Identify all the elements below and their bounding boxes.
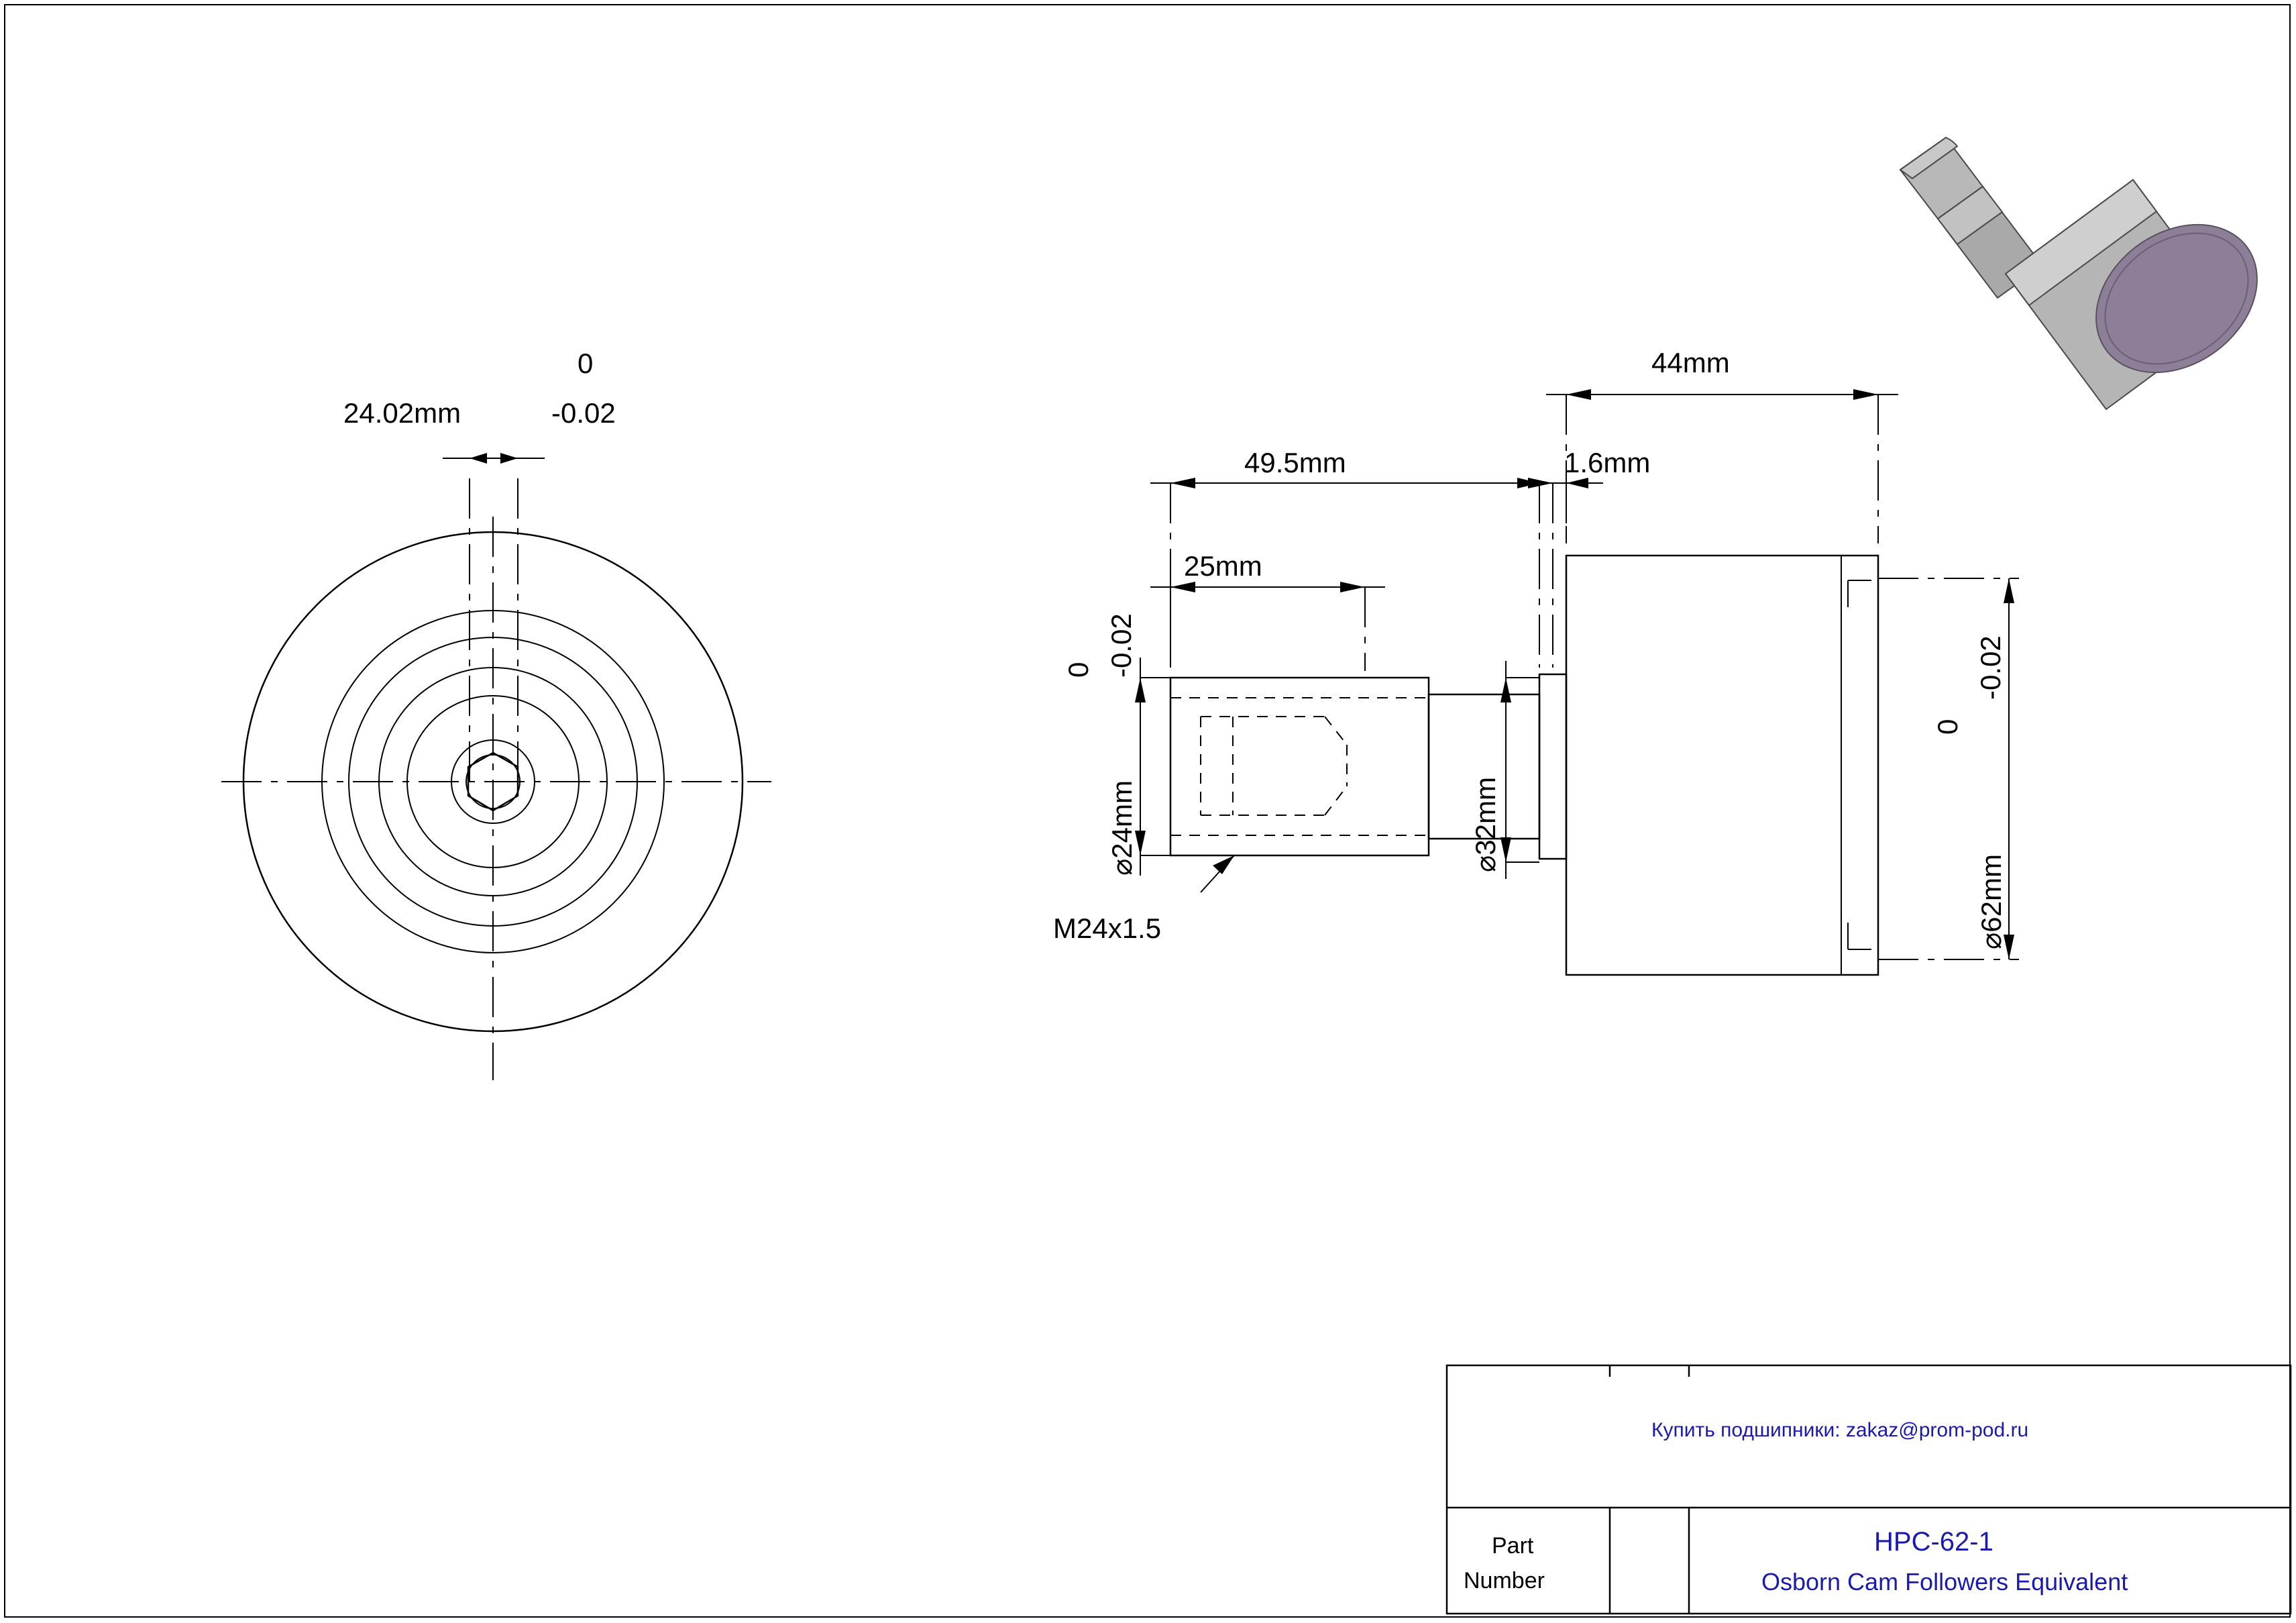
front-view-centerlines xyxy=(221,517,771,1080)
side-view-geometry xyxy=(1170,556,1878,975)
roller-diameter-value: 62mm xyxy=(1975,854,2007,933)
part-number-label-line2: Number xyxy=(1464,1568,1545,1593)
shoulder-diameter-value: 32mm xyxy=(1470,777,1501,855)
front-tolerance-top: 0 xyxy=(578,348,594,379)
contact-line: Купить подшипники: zakaz@prom-pod.ru xyxy=(1651,1419,2029,1441)
roller-diameter-label xyxy=(1975,854,2008,949)
dimension-25mm xyxy=(1150,582,1385,671)
dimension-1-6mm-label: 1.6mm xyxy=(1564,447,1651,478)
roller-tolerance-top: 0 xyxy=(1932,719,1963,735)
stud-diameter-value: 24mm xyxy=(1106,780,1138,859)
thread-callout-leader xyxy=(1201,855,1234,892)
front-dimension-label: 24.02mm xyxy=(343,397,461,429)
roller-tolerance-bottom: -0.02 xyxy=(1975,635,2006,700)
thread-callout-label: M24x1.5 xyxy=(1053,912,1162,944)
diameter-symbol-roller: ⌀ xyxy=(1975,932,2007,949)
dimension-25mm-label: 25mm xyxy=(1184,550,1262,582)
stud-diameter-label xyxy=(1105,780,1138,876)
front-tolerance-bottom: -0.02 xyxy=(551,397,616,429)
diameter-symbol-stud: ⌀ xyxy=(1106,858,1138,876)
dimension-49-5mm-label: 49.5mm xyxy=(1244,447,1346,478)
stud-tolerance-top: 0 xyxy=(1062,662,1094,678)
part-description: Osborn Cam Followers Equivalent xyxy=(1761,1568,2128,1595)
shoulder-diameter-label xyxy=(1469,777,1502,872)
isometric-view xyxy=(1900,138,2286,409)
stud-tolerance-bottom: -0.02 xyxy=(1105,613,1137,678)
dimension-24mm-diameter xyxy=(1135,658,1170,876)
part-number-label-line1: Part xyxy=(1492,1533,1534,1559)
diameter-symbol-shoulder: ⌀ xyxy=(1470,855,1501,872)
part-number-value: HPC-62-1 xyxy=(1874,1527,1993,1557)
dimension-44mm-label: 44mm xyxy=(1651,347,1730,378)
